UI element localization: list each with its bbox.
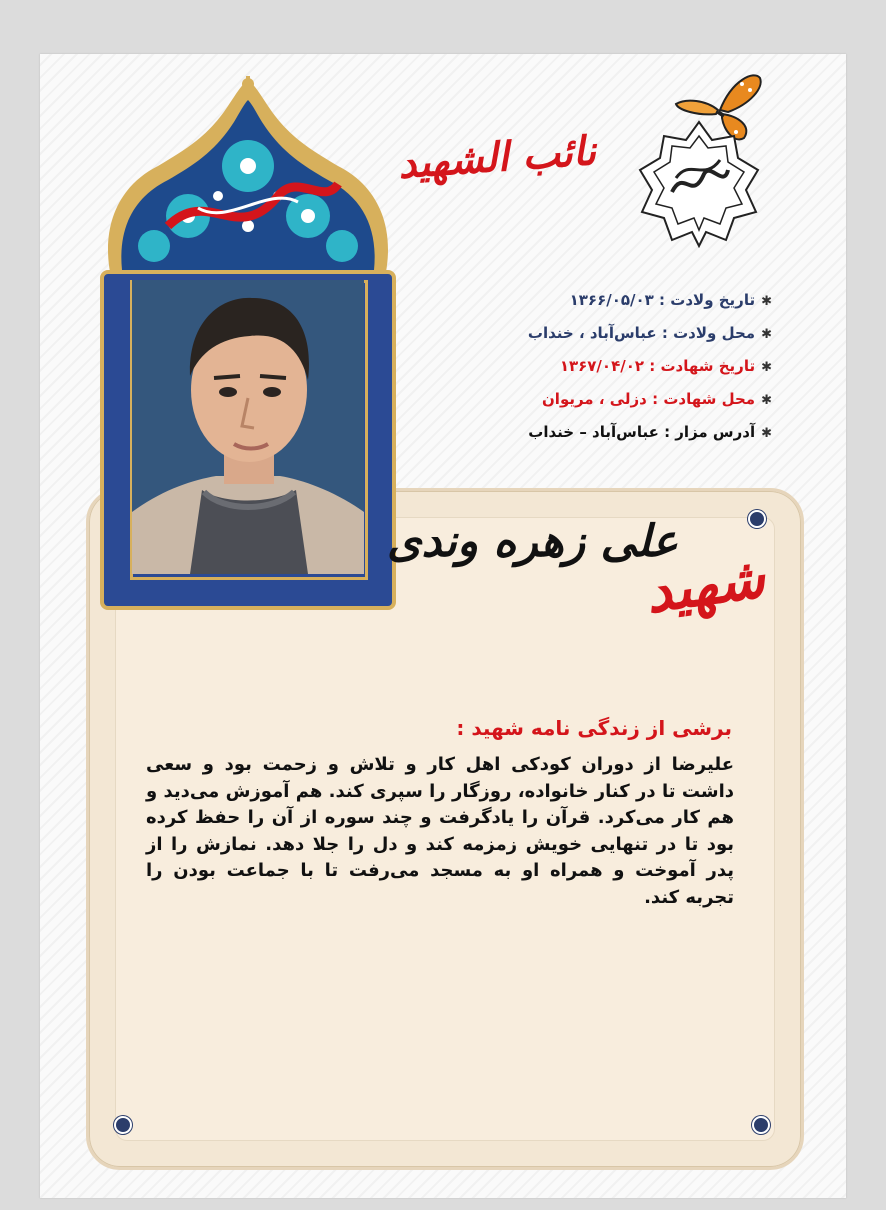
corner-dot	[114, 1116, 132, 1134]
martyr-name: علی زهره وندی	[387, 516, 678, 567]
emblem-calligraphy-icon	[634, 118, 764, 248]
ornament-arch	[98, 76, 398, 276]
corner-dot	[752, 1116, 770, 1134]
bullet-icon: ✱	[761, 393, 772, 408]
bullet-icon: ✱	[761, 360, 772, 375]
info-grave-address: ✱آدرس مزار : عباس‌آباد – خنداب	[528, 423, 772, 441]
biography-text: علیرضا از دوران کودکی اهل کار و تلاش و زحمت بود و سعی داشت تا در کنار خانواده، روزگار را سپری کند. هم آموزش می‌دید و هم کار می‌کرد. قرآن را یادگرفت و چند سوره از آن را حفظ کرده بود تا در تنهایی خویش زمزمه کند و دل را جلا دهد. نمازش را از پدر آموخت و همراه او به مسجد می‌رفت تا با جماعت بودن را تجربه کند.	[146, 754, 734, 908]
biography-heading: برشی از زندگی نامه شهید :	[456, 716, 732, 740]
header-title: نائب الشهید	[396, 127, 598, 188]
bullet-icon: ✱	[761, 294, 772, 309]
martyr-portrait	[132, 280, 364, 574]
martyr-info-list	[470, 284, 772, 449]
info-birth-date: ✱تاریخ ولادت : ۱۳۶۶/۰۵/۰۳	[569, 291, 772, 309]
info-martyrdom-place: ✱محل شهادت : دزلی ، مریوان	[542, 390, 772, 408]
bullet-icon: ✱	[761, 327, 772, 342]
info-martyrdom-date: ✱تاریخ شهادت : ۱۳۶۷/۰۴/۰۲	[559, 357, 772, 375]
info-birth-place: ✱محل ولادت : عباس‌آباد ، خنداب	[527, 324, 772, 342]
martyr-prefix: شهید	[641, 544, 769, 627]
bullet-icon: ✱	[761, 426, 772, 441]
martyr-name-block	[387, 510, 769, 660]
